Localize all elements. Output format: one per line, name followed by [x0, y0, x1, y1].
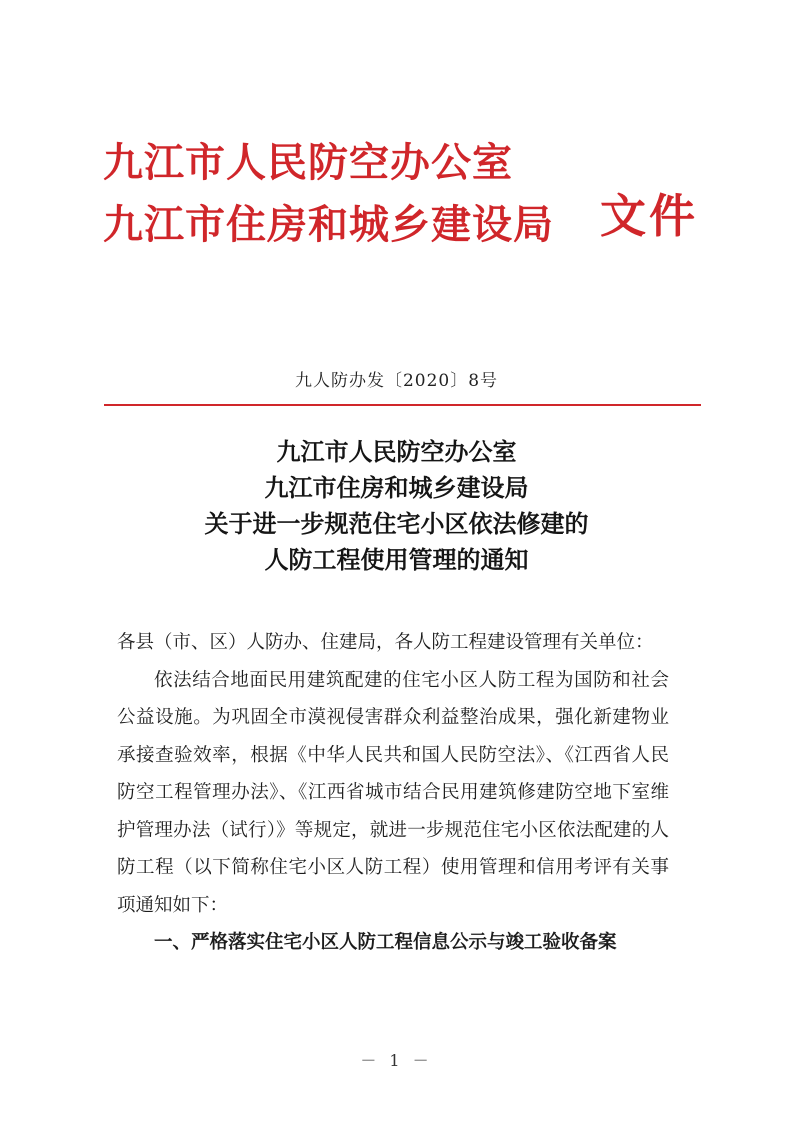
issuing-org-civil-air-defense: 九江市人民防空办公室	[103, 139, 513, 186]
page-number: － 1 －	[360, 1051, 433, 1070]
title-line-1: 九江市人民防空办公室	[276, 437, 517, 466]
document-type-label: 文件	[600, 189, 698, 243]
title-line-4: 人防工程使用管理的通知	[264, 545, 529, 574]
document-number: 九人防办发〔2020〕8号	[294, 371, 499, 391]
title-line-3: 关于进一步规范住宅小区依法修建的	[204, 509, 589, 538]
document-body	[117, 624, 669, 962]
document-title	[0, 434, 793, 578]
title-line-2: 九江市住房和城乡建设局	[264, 473, 529, 502]
issuing-organizations	[103, 132, 603, 256]
issuing-org-housing-bureau: 九江市住房和城乡建设局	[103, 201, 554, 248]
red-divider-line	[104, 404, 701, 406]
salutation: 各县（市、区）人防办、住建局，各人防工程建设管理有关单位：	[117, 632, 654, 653]
paragraph-1: 依法结合地面民用建筑配建的住宅小区人防工程为国防和社会公益设施。为巩固全市漠视侵害群众利益整治成果，强化新建物业承接查验效率，根据《中华人民共和国人民防空法》、《江西省人民防空工程管理办法》、《江西省城市结合民用建筑修建防空地下室维护管理办法（试行）》等规定，就进一步规范住宅小区依法配建的人防工程（以下简称住宅小区人防工程）使用管理和信用考评有关事项通知如下：	[117, 669, 669, 916]
section-1-heading: 一、严格落实住宅小区人防工程信息公示与竣工验收备案	[154, 932, 617, 953]
